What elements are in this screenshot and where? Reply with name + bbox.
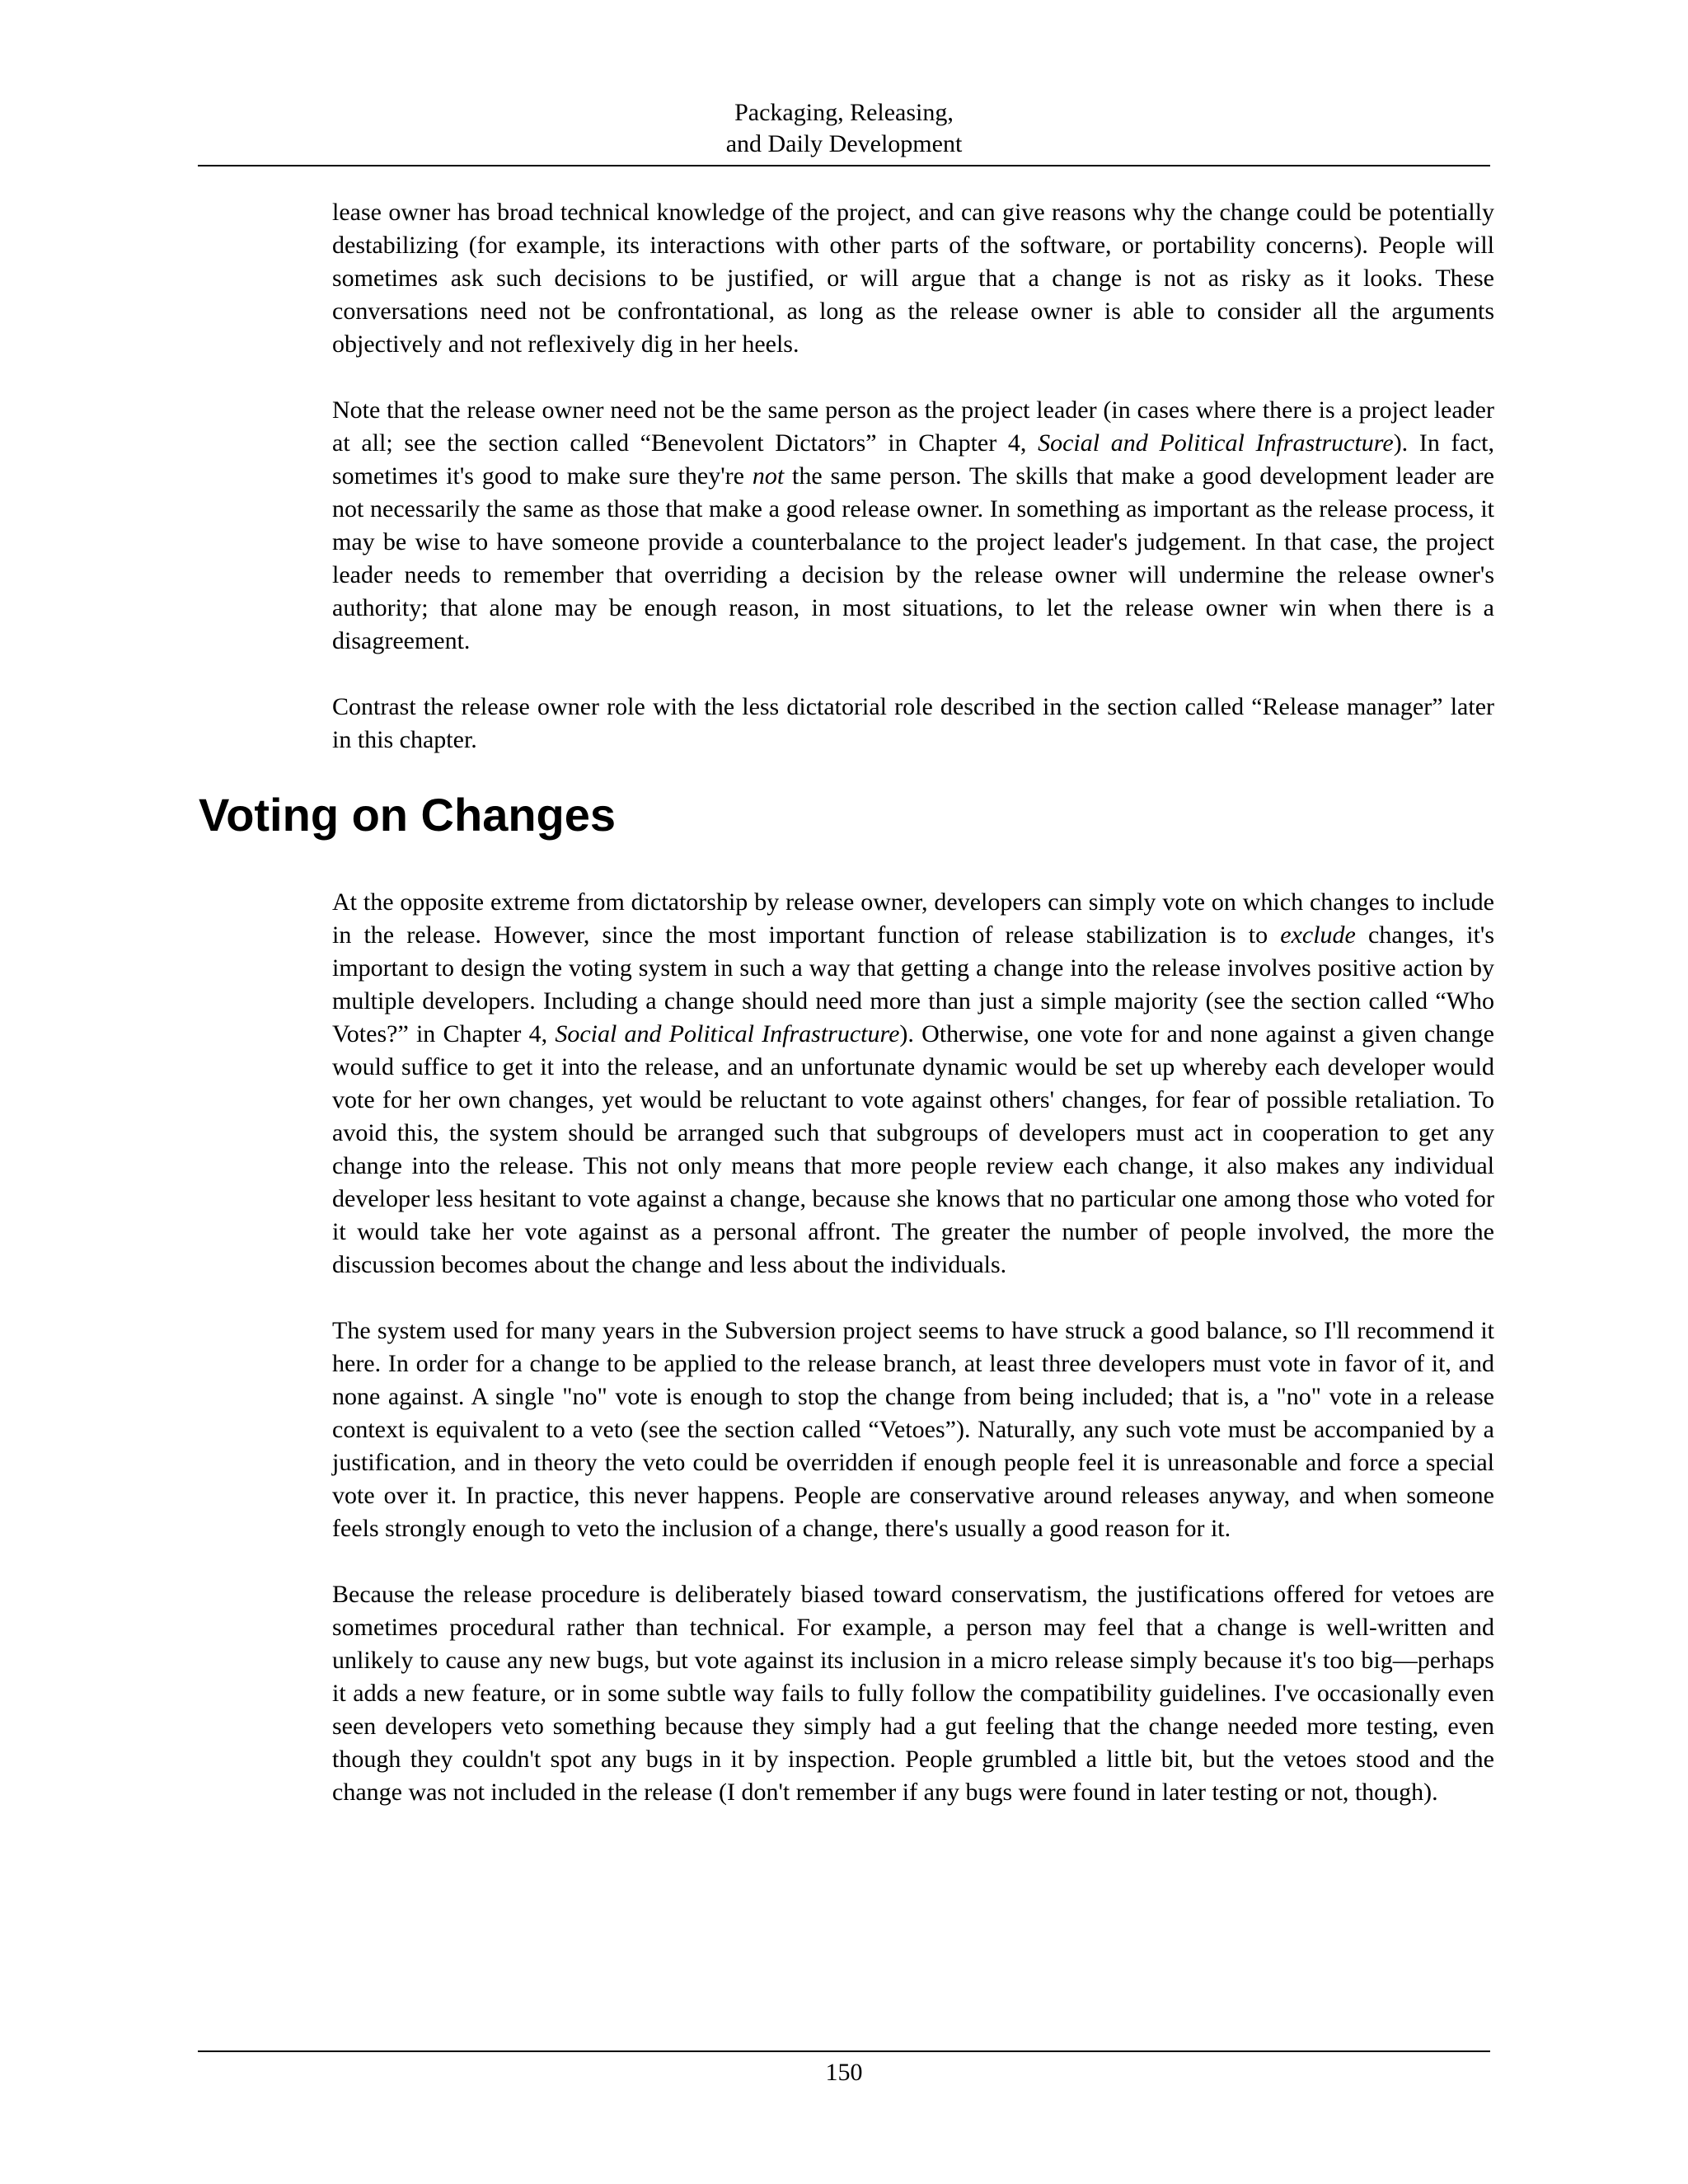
not-emphasis: not	[752, 462, 785, 490]
paragraph-release-owner-knowledge: lease owner has broad technical knowledge of the project, and can give reasons why the change could be potentially destabilizing (for example, its interactions with other parts of the software, or portability concerns). People will sometimes ask such decisions to be justified, or will argue that a change is not as risky as it looks. These conversations need not be confrontational, as long as the release owner is able to consider all the arguments objectively and not reflexively dig in her heels.	[332, 199, 1494, 358]
exclude-emphasis: exclude	[1280, 921, 1356, 949]
running-header	[198, 97, 1490, 160]
paragraph-procedural-vetoes: Because the release procedure is deliberately biased toward conservatism, the justifications offered for vetoes are sometimes procedural rather than technical. For example, a person may feel that a change is well-written and unlikely to cause any new bugs, but vote against its inclusion in a micro release simply because it's too big—perhaps it adds a new feature, or in some subtle way fails to fully follow the compatibility guidelines. I've occasionally even seen developers veto something because they simply had a gut feeling that the change needed more testing, even though they couldn't spot any bugs in it by inspection. People grumbled a little bit, but the vetoes stood and the change was not included in the release (I don't remember if any bugs were found in later testing or not, though).	[332, 1581, 1494, 1806]
chapter-title-emphasis: Social and Political Infrastructure	[1038, 429, 1394, 457]
page-number: 150	[825, 2059, 863, 2086]
section-heading: Voting on Changes	[199, 789, 617, 841]
paragraph-subversion-system: The system used for many years in the Subversion project seems to have struck a good balance, so I'll recommend it here. In order for a change to be applied to the release branch, at least three developers must vote in favor of it, and none against. A single "no" vote is enough to stop the change from being included; that is, a "no" vote in a release context is equivalent to a veto (see the section called “Vetoes”). Naturally, any such vote must be accompanied by a justification, and in theory the veto could be overridden if enough people feel it is unreasonable and force a special vote over it. In practice, this never happens. People are conservative around releases anyway, and when someone feels strongly enough to veto the inclusion of a change, there's usually a good reason for it.	[332, 1317, 1494, 1542]
chapter-title-emphasis: Social and Political Infrastructure	[555, 1020, 900, 1047]
section-text-block	[332, 886, 1494, 1809]
running-header-line-1: Packaging, Releasing,	[734, 99, 954, 126]
paragraph-contrast-release-manager: Contrast the release owner role with the less dictatorial role described in the section called “Release manager” later in this chapter.	[332, 693, 1494, 753]
header-rule	[198, 165, 1490, 166]
running-header-line-2: and Daily Development	[725, 130, 963, 157]
footer-rule	[198, 2050, 1490, 2052]
paragraph-voting-intro: At the opposite extreme from dictatorship by release owner, developers can simply vote on which changes to include in the release. However, since the most important function of release stabilization is to exclude changes, it's important to design the voting system in such a way that getting a change into the release involves positive action by multiple developers. Including a change should need more than just a simple majority (see the section called “Who Votes?” in Chapter 4, Social and Political Infrastructure). Otherwise, one vote for and none against a given change would suffice to get it into the release, and an unfortunate dynamic would be set up whereby each developer would vote for her own changes, yet would be reluctant to vote against others' changes, for fear of possible retaliation. To avoid this, the system should be arranged such that subgroups of developers must act in cooperation to get any change into the release. This not only means that more people review each change, it also makes any individual developer less hesitant to vote against a change, because she knows that no particular one among those who voted for it would take her vote against as a personal affront. The greater the number of people involved, the more the discussion becomes about the change and less about the individuals.	[332, 888, 1494, 1278]
paragraph-release-owner-vs-leader: Note that the release owner need not be the same person as the project leader (in cases where there is a project leader at all; see the section called “Benevolent Dictators” in Chapter 4, Social and Political Infrastructure). In fact, sometimes it's good to make sure they're not the same person. The skills that make a good development leader are not necessarily the same as those that make a good release owner. In something as important as the release process, it may be wise to have someone provide a counterbalance to the project leader's judgement. In that case, the project leader needs to remember that overriding a decision by the release owner will undermine the release owner's authority; that alone may be enough reason, in most situations, to let the release owner win when there is a disagreement.	[332, 396, 1494, 654]
intro-text-block	[332, 196, 1494, 757]
